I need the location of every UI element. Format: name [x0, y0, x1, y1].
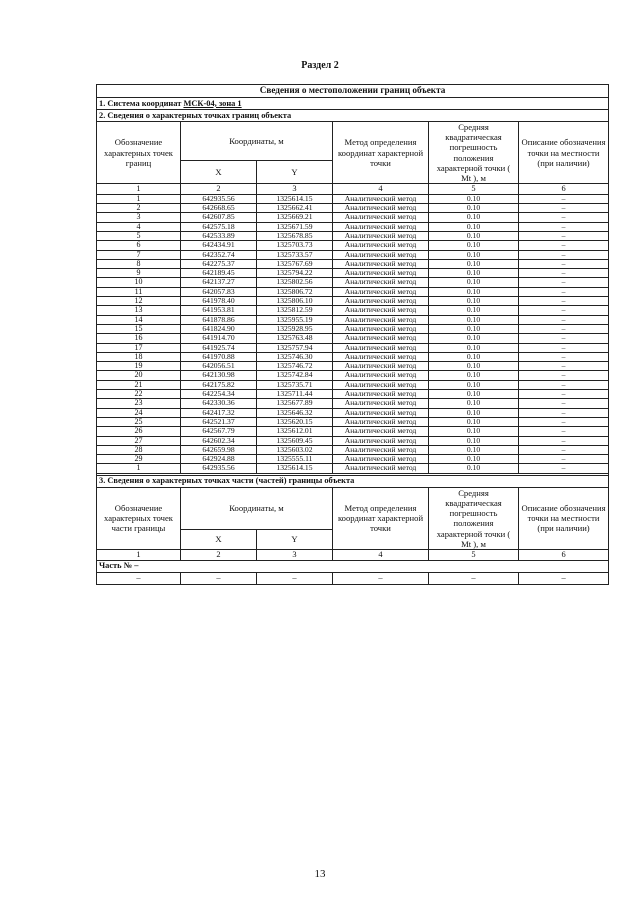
point-y: 1325711.44: [257, 390, 333, 399]
point-description: –: [519, 259, 609, 268]
point-x: 642521.37: [181, 417, 257, 426]
point-y: 1325735.71: [257, 380, 333, 389]
header-y: Y: [257, 161, 333, 184]
point-accuracy: 0.10: [429, 362, 519, 371]
point-description: –: [519, 380, 609, 389]
point-y: 1325746.30: [257, 352, 333, 361]
point-description: –: [519, 399, 609, 408]
point-x: 641953.81: [181, 306, 257, 315]
point-description: –: [519, 445, 609, 454]
point-accuracy: 0.10: [429, 399, 519, 408]
point-y: 1325614.15: [257, 464, 333, 473]
point-row: [97, 464, 609, 473]
point-x: 642056.51: [181, 362, 257, 371]
header3-x: X: [181, 529, 257, 549]
header3-point: Обозначение характерных точек части границы: [97, 487, 181, 549]
point-method: Аналитический метод: [333, 213, 429, 222]
point-row: [97, 427, 609, 436]
point-number: 1: [97, 464, 181, 473]
point-row: [97, 390, 609, 399]
point-number: 1: [97, 194, 181, 203]
coordinate-system-value: МСК-04, зона 1: [183, 98, 242, 108]
point-y: 1325609.45: [257, 436, 333, 445]
empty-cell: –: [333, 572, 429, 584]
point-description: –: [519, 352, 609, 361]
column-number: 2: [181, 184, 257, 195]
point-y: 1325757.94: [257, 343, 333, 352]
point-number: 14: [97, 315, 181, 324]
point-accuracy: 0.10: [429, 297, 519, 306]
point-row: [97, 362, 609, 371]
point-y: 1325614.15: [257, 194, 333, 203]
point-x: 642137.27: [181, 278, 257, 287]
point-row: [97, 250, 609, 259]
point-number: 4: [97, 222, 181, 231]
point-y: 1325733.57: [257, 250, 333, 259]
table-title: Сведения о местоположении границ объекта: [97, 85, 609, 98]
point-row: [97, 343, 609, 352]
page-number: 13: [314, 868, 326, 880]
point-accuracy: 0.10: [429, 408, 519, 417]
point-description: –: [519, 436, 609, 445]
point-number: 19: [97, 362, 181, 371]
point-row: [97, 232, 609, 241]
point-x: 641925.74: [181, 343, 257, 352]
point-description: –: [519, 427, 609, 436]
header-accuracy: Средняя квадратическая погрешность положения характерной точки ( Mt ), м: [429, 122, 519, 184]
point-row: [97, 315, 609, 324]
point-x: 641914.70: [181, 334, 257, 343]
point-number: 26: [97, 427, 181, 436]
point-x: 642434.91: [181, 241, 257, 250]
point-number: 25: [97, 417, 181, 426]
header-coords: Координаты, м: [181, 122, 333, 161]
point-method: Аналитический метод: [333, 278, 429, 287]
point-accuracy: 0.10: [429, 417, 519, 426]
point-x: 641970.88: [181, 352, 257, 361]
point-description: –: [519, 390, 609, 399]
point-description: –: [519, 232, 609, 241]
point-number: 2: [97, 204, 181, 213]
point-row: [97, 213, 609, 222]
point-accuracy: 0.10: [429, 250, 519, 259]
point-y: 1325646.32: [257, 408, 333, 417]
point-accuracy: 0.10: [429, 287, 519, 296]
point-y: 1325612.01: [257, 427, 333, 436]
empty-cell: –: [181, 572, 257, 584]
point-number: 20: [97, 371, 181, 380]
point-description: –: [519, 315, 609, 324]
column-number: 1: [97, 549, 181, 560]
section3-title: 3. Сведения о характерных точках части (частей) границы объекта: [97, 475, 609, 487]
point-x: 642935.56: [181, 194, 257, 203]
part-label: Часть № –: [97, 560, 609, 572]
point-accuracy: 0.10: [429, 427, 519, 436]
column-numbers-row: [97, 184, 609, 195]
header3-y: Y: [257, 529, 333, 549]
point-method: Аналитический метод: [333, 259, 429, 268]
point-x: 642533.89: [181, 232, 257, 241]
point-y: 1325746.72: [257, 362, 333, 371]
point-x: 642935.56: [181, 464, 257, 473]
point-method: Аналитический метод: [333, 352, 429, 361]
point-y: 1325742.84: [257, 371, 333, 380]
point-method: Аналитический метод: [333, 204, 429, 213]
point-y: 1325671.59: [257, 222, 333, 231]
point-number: 17: [97, 343, 181, 352]
point-method: Аналитический метод: [333, 269, 429, 278]
point-method: Аналитический метод: [333, 250, 429, 259]
point-x: 642057.83: [181, 287, 257, 296]
point-method: Аналитический метод: [333, 297, 429, 306]
empty-part-row: [97, 572, 609, 584]
point-accuracy: 0.10: [429, 464, 519, 473]
point-x: 642924.88: [181, 455, 257, 464]
header3-description: Описание обозначения точки на местности (при наличии): [519, 487, 609, 549]
point-row: [97, 399, 609, 408]
point-number: 28: [97, 445, 181, 454]
point-row: [97, 380, 609, 389]
point-row: [97, 306, 609, 315]
section-title: Раздел 2: [301, 60, 339, 71]
point-description: –: [519, 194, 609, 203]
point-x: 642659.98: [181, 445, 257, 454]
point-number: 13: [97, 306, 181, 315]
point-row: [97, 324, 609, 333]
point-accuracy: 0.10: [429, 371, 519, 380]
point-description: –: [519, 213, 609, 222]
point-accuracy: 0.10: [429, 324, 519, 333]
coordinate-system-row: [97, 98, 609, 110]
point-method: Аналитический метод: [333, 194, 429, 203]
point-number: 7: [97, 250, 181, 259]
point-accuracy: 0.10: [429, 194, 519, 203]
point-y: 1325806.72: [257, 287, 333, 296]
point-method: Аналитический метод: [333, 343, 429, 352]
empty-cell: –: [429, 572, 519, 584]
point-method: Аналитический метод: [333, 427, 429, 436]
point-description: –: [519, 241, 609, 250]
point-y: 1325763.48: [257, 334, 333, 343]
column-number: 4: [333, 549, 429, 560]
point-x: 642275.37: [181, 259, 257, 268]
point-y: 1325802.56: [257, 278, 333, 287]
point-x: 642130.98: [181, 371, 257, 380]
column-number: 4: [333, 184, 429, 195]
point-description: –: [519, 297, 609, 306]
point-x: 642567.79: [181, 427, 257, 436]
point-accuracy: 0.10: [429, 380, 519, 389]
empty-cell: –: [257, 572, 333, 584]
point-x: 642575.18: [181, 222, 257, 231]
point-description: –: [519, 287, 609, 296]
point-number: 5: [97, 232, 181, 241]
point-x: 642175.82: [181, 380, 257, 389]
header3-coords: Координаты, м: [181, 487, 333, 529]
point-number: 16: [97, 334, 181, 343]
point-y: 1325662.41: [257, 204, 333, 213]
point-accuracy: 0.10: [429, 259, 519, 268]
point-method: Аналитический метод: [333, 455, 429, 464]
point-description: –: [519, 362, 609, 371]
point-description: –: [519, 204, 609, 213]
point-number: 24: [97, 408, 181, 417]
point-method: Аналитический метод: [333, 408, 429, 417]
point-y: 1325767.69: [257, 259, 333, 268]
header3-accuracy: Средняя квадратическая погрешность положения характерной точки ( Mt ), м: [429, 487, 519, 549]
point-accuracy: 0.10: [429, 390, 519, 399]
point-x: 641824.90: [181, 324, 257, 333]
point-number: 8: [97, 259, 181, 268]
point-number: 21: [97, 380, 181, 389]
point-y: 1325620.15: [257, 417, 333, 426]
point-description: –: [519, 250, 609, 259]
point-y: 1325928.95: [257, 324, 333, 333]
point-method: Аналитический метод: [333, 315, 429, 324]
point-description: –: [519, 417, 609, 426]
point-row: [97, 455, 609, 464]
point-description: –: [519, 269, 609, 278]
point-row: [97, 278, 609, 287]
point-method: Аналитический метод: [333, 334, 429, 343]
point-accuracy: 0.10: [429, 352, 519, 361]
point-number: 23: [97, 399, 181, 408]
point-row: [97, 269, 609, 278]
column-number: 3: [257, 549, 333, 560]
point-accuracy: 0.10: [429, 436, 519, 445]
point-row: [97, 371, 609, 380]
column-number: 5: [429, 549, 519, 560]
point-x: 642602.34: [181, 436, 257, 445]
section2-title: 2. Сведения о характерных точках границ объекта: [97, 110, 609, 122]
point-y: 1325603.02: [257, 445, 333, 454]
coordinate-system-label: 1. Система координат: [99, 98, 184, 108]
point-number: 18: [97, 352, 181, 361]
point-y: 1325677.89: [257, 399, 333, 408]
point-method: Аналитический метод: [333, 464, 429, 473]
point-accuracy: 0.10: [429, 445, 519, 454]
point-description: –: [519, 222, 609, 231]
point-method: Аналитический метод: [333, 241, 429, 250]
point-description: –: [519, 464, 609, 473]
point-number: 27: [97, 436, 181, 445]
point-x: 642189.45: [181, 269, 257, 278]
point-accuracy: 0.10: [429, 213, 519, 222]
header-x: X: [181, 161, 257, 184]
point-method: Аналитический метод: [333, 232, 429, 241]
point-method: Аналитический метод: [333, 445, 429, 454]
point-x: 642330.36: [181, 399, 257, 408]
column-number: 3: [257, 184, 333, 195]
point-y: 1325806.10: [257, 297, 333, 306]
point-row: [97, 287, 609, 296]
header3-method: Метод определения координат характерной точки: [333, 487, 429, 549]
point-accuracy: 0.10: [429, 222, 519, 231]
point-method: Аналитический метод: [333, 390, 429, 399]
point-x: 642668.65: [181, 204, 257, 213]
point-row: [97, 417, 609, 426]
point-number: 6: [97, 241, 181, 250]
point-number: 11: [97, 287, 181, 296]
column-number: 1: [97, 184, 181, 195]
point-number: 9: [97, 269, 181, 278]
point-row: [97, 222, 609, 231]
header-description: Описание обозначения точки на местности (при наличии): [519, 122, 609, 184]
point-number: 10: [97, 278, 181, 287]
point-method: Аналитический метод: [333, 306, 429, 315]
point-x: 642417.32: [181, 408, 257, 417]
point-description: –: [519, 455, 609, 464]
point-description: –: [519, 324, 609, 333]
point-x: 641978.40: [181, 297, 257, 306]
point-accuracy: 0.10: [429, 455, 519, 464]
point-accuracy: 0.10: [429, 204, 519, 213]
point-row: [97, 334, 609, 343]
point-row: [97, 436, 609, 445]
point-accuracy: 0.10: [429, 306, 519, 315]
boundary-table: [96, 84, 609, 585]
point-x: 641878.86: [181, 315, 257, 324]
column-numbers-row-3: [97, 549, 609, 560]
column-number: 2: [181, 549, 257, 560]
point-method: Аналитический метод: [333, 380, 429, 389]
point-row: [97, 408, 609, 417]
column-number: 6: [519, 184, 609, 195]
point-y: 1325669.21: [257, 213, 333, 222]
point-method: Аналитический метод: [333, 362, 429, 371]
column-number: 6: [519, 549, 609, 560]
point-method: Аналитический метод: [333, 399, 429, 408]
point-row: [97, 204, 609, 213]
point-description: –: [519, 371, 609, 380]
empty-cell: –: [97, 572, 181, 584]
point-accuracy: 0.10: [429, 241, 519, 250]
point-row: [97, 241, 609, 250]
point-x: 642352.74: [181, 250, 257, 259]
header-method: Метод определения координат характерной точки: [333, 122, 429, 184]
header-point: Обозначение характерных точек границ: [97, 122, 181, 184]
point-method: Аналитический метод: [333, 371, 429, 380]
point-y: 1325812.59: [257, 306, 333, 315]
point-number: 12: [97, 297, 181, 306]
point-accuracy: 0.10: [429, 278, 519, 287]
point-accuracy: 0.10: [429, 343, 519, 352]
point-number: 22: [97, 390, 181, 399]
point-description: –: [519, 306, 609, 315]
point-x: 642254.34: [181, 390, 257, 399]
point-x: 642607.85: [181, 213, 257, 222]
point-number: 3: [97, 213, 181, 222]
point-method: Аналитический метод: [333, 436, 429, 445]
point-method: Аналитический метод: [333, 417, 429, 426]
point-accuracy: 0.10: [429, 269, 519, 278]
point-number: 15: [97, 324, 181, 333]
point-method: Аналитический метод: [333, 324, 429, 333]
point-row: [97, 352, 609, 361]
point-row: [97, 445, 609, 454]
point-y: 1325955.19: [257, 315, 333, 324]
point-y: 1325678.85: [257, 232, 333, 241]
point-method: Аналитический метод: [333, 222, 429, 231]
point-description: –: [519, 408, 609, 417]
point-row: [97, 259, 609, 268]
point-accuracy: 0.10: [429, 232, 519, 241]
point-row: [97, 194, 609, 203]
column-number: 5: [429, 184, 519, 195]
empty-cell: –: [519, 572, 609, 584]
point-description: –: [519, 334, 609, 343]
point-accuracy: 0.10: [429, 315, 519, 324]
point-y: 1325703.73: [257, 241, 333, 250]
point-row: [97, 297, 609, 306]
point-description: –: [519, 343, 609, 352]
point-accuracy: 0.10: [429, 334, 519, 343]
point-number: 29: [97, 455, 181, 464]
point-method: Аналитический метод: [333, 287, 429, 296]
point-description: –: [519, 278, 609, 287]
point-y: 1325794.22: [257, 269, 333, 278]
point-y: 1325555.11: [257, 455, 333, 464]
